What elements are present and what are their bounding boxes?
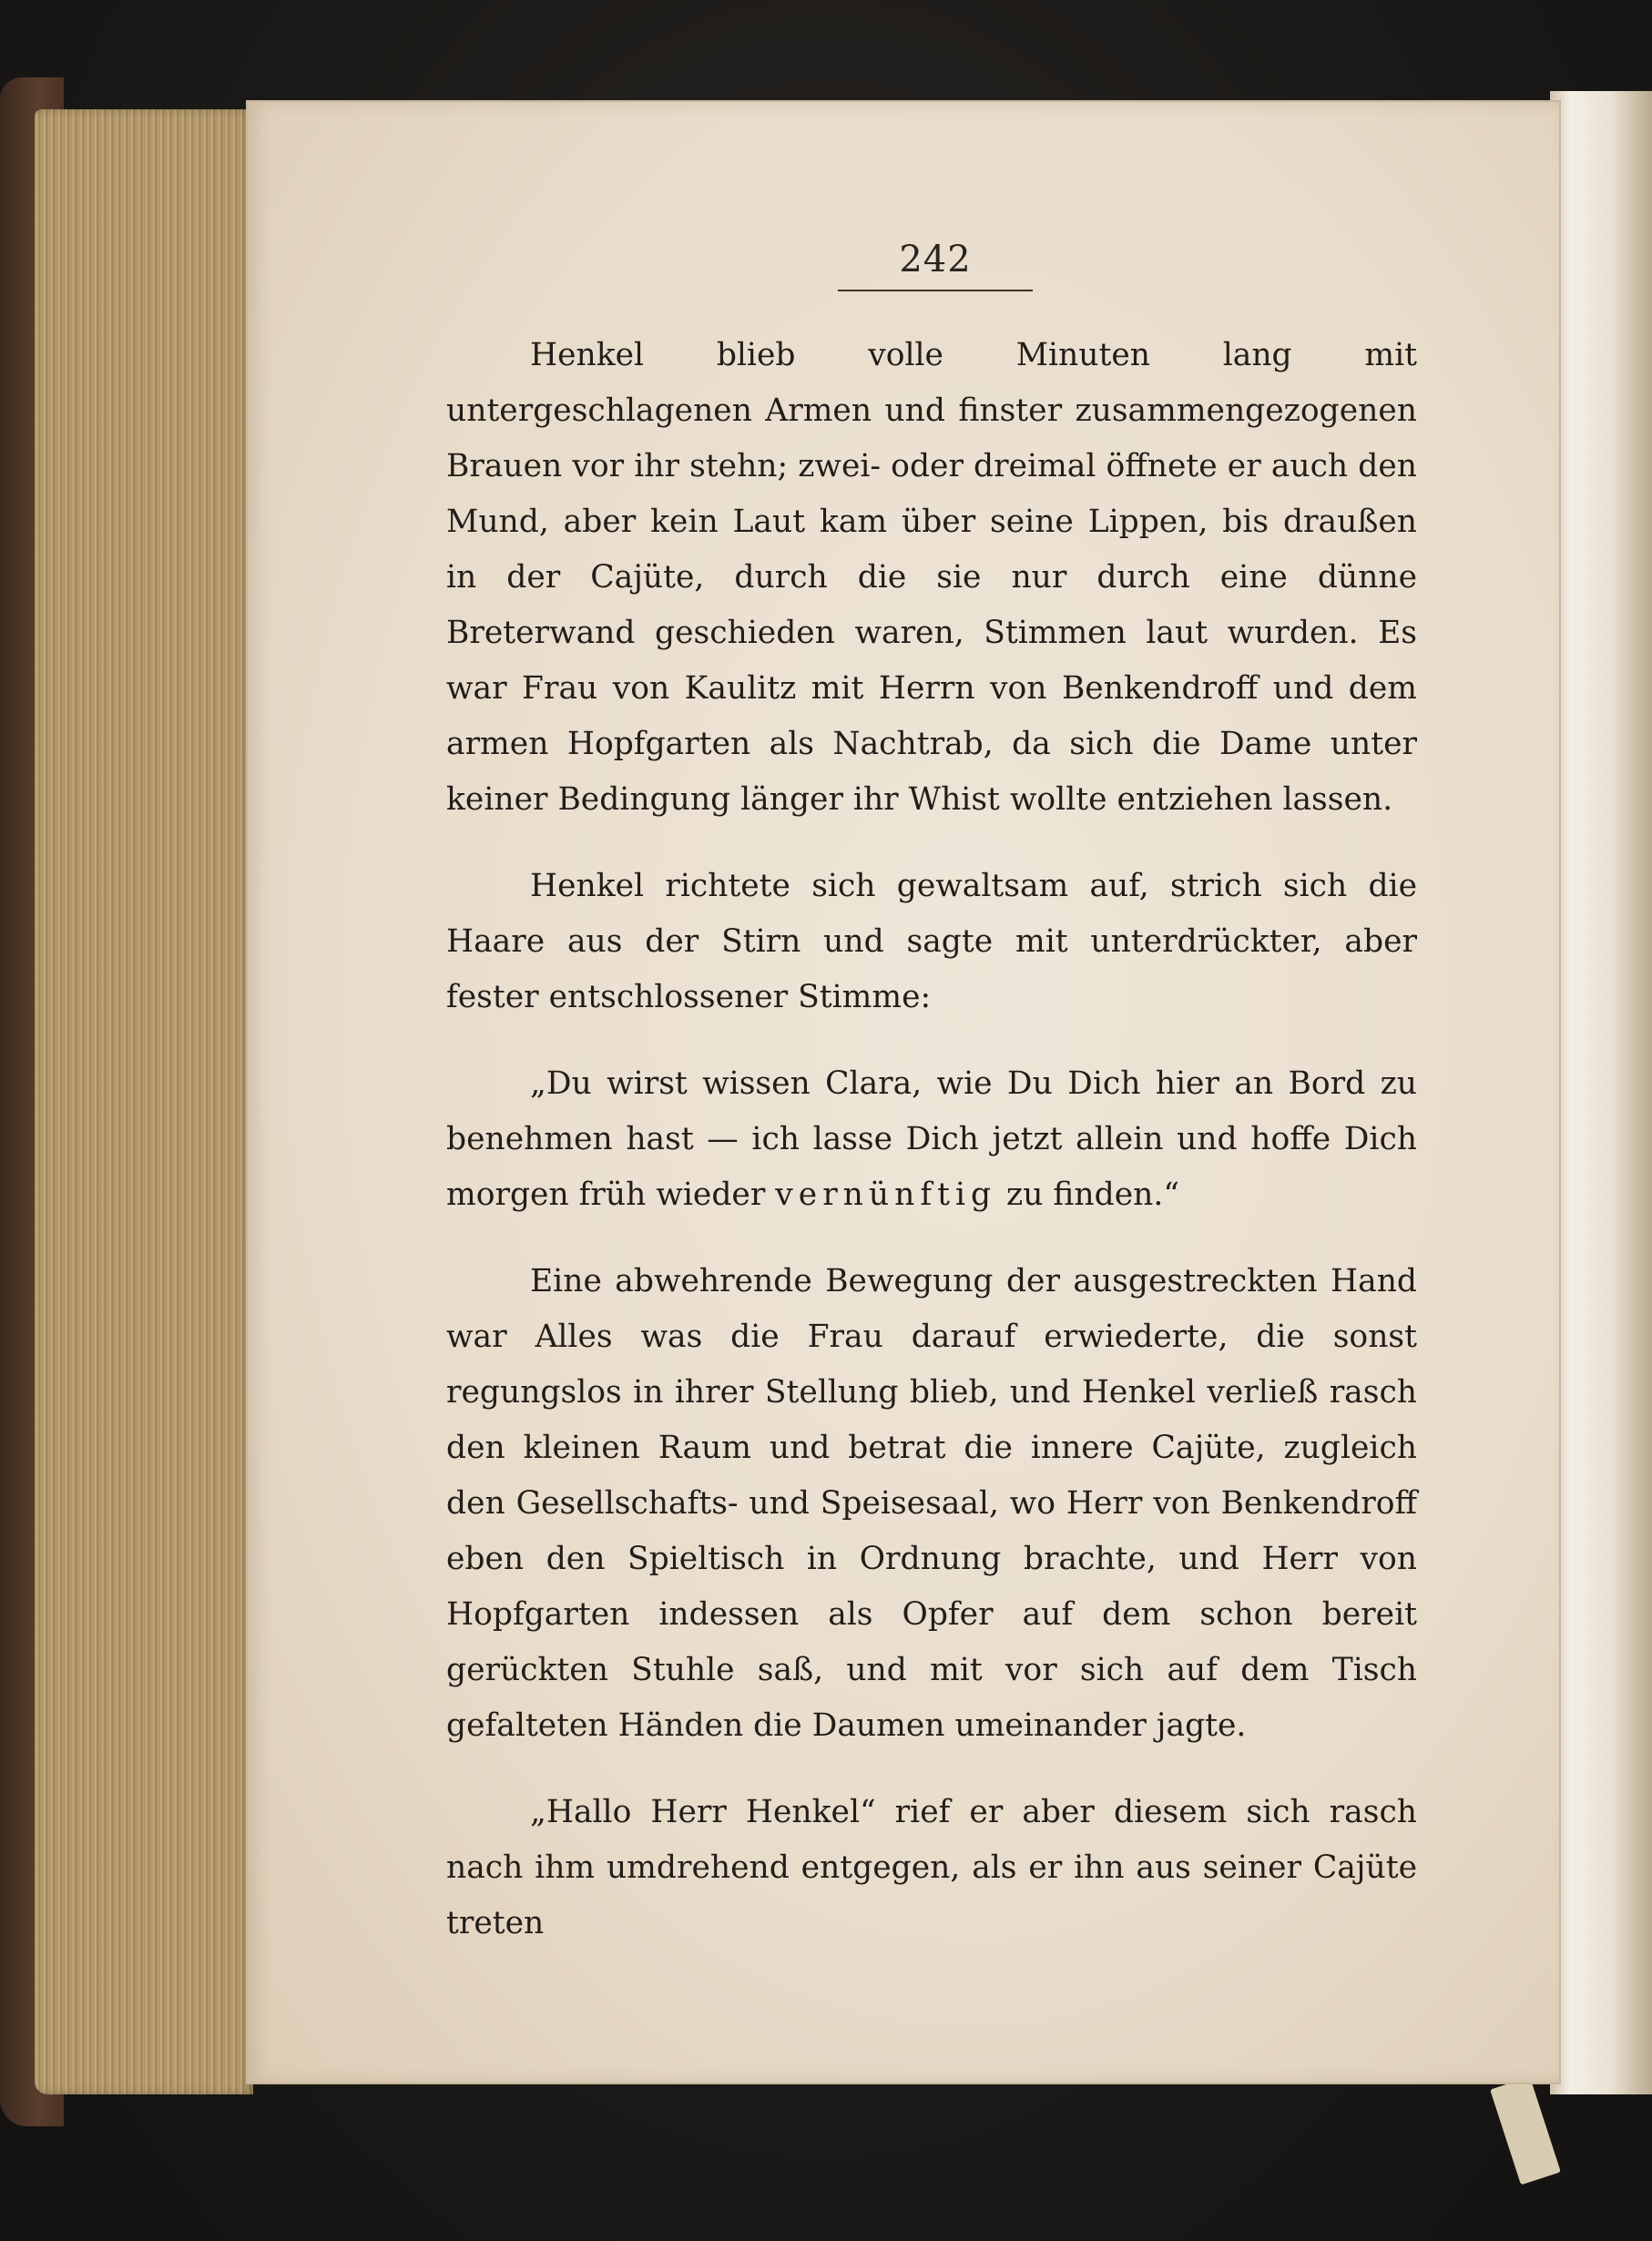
page-edges — [35, 109, 253, 2094]
paragraph-3 — [446, 1056, 1417, 1223]
paragraph-3-end: zu finden.“ — [996, 1177, 1179, 1213]
paragraph-5: „Hallo Herr Henkel“ rief er aber diesem sich rasch nach ihm umdrehend entgegen, als er ihn aus seiner Cajüte treten — [446, 1794, 1417, 1941]
body-text — [446, 328, 1417, 1951]
paragraph-1: Henkel blieb volle Minuten lang mit untergeschlagenen Armen und finster zusammengezogenen Brauen vor ihr stehn; zwei- oder dreimal öffnete er auch den Mund, aber kein Laut kam über seine Lippen, bis draußen in der Cajüte, durch die sie nur durch eine dünne Breterwand geschieden waren, Stimmen laut wurden. Es war Frau von Kaulitz mit Herrn von Benkendroff und dem armen Hopfgarten als Nachtrab, da sich die Dame unter keiner Bedingung länger ihr Whist wollte entziehen lassen. — [446, 337, 1417, 818]
paragraph-3-start: „Du wirst wissen Clara, wie Du Dich hier an Bord zu benehmen hast — ich lasse Dich jetzt allein und hoffe Dich morgen früh wieder — [446, 1065, 1417, 1213]
emphasized-word: vernünftig — [775, 1177, 997, 1213]
paragraph-2: Henkel richtete sich gewaltsam auf, strich sich die Haare aus der Stirn und sagte mit unterdrückter, aber fester entschlossener Stimme: — [446, 868, 1417, 1015]
page-number: 242 — [899, 239, 972, 280]
opposite-page-edge — [1550, 91, 1652, 2094]
paragraph-4: Eine abwehrende Bewegung der ausgestreckten Hand war Alles was die Frau darauf erwiederte, die sonst regungslos in ihrer Stellung blieb, und Henkel verließ rasch den kleinen Raum und betrat die innere Cajüte, zugleich den Gesellschafts- und Speisesaal, wo Herr von Benkendroff eben den Spieltisch in Ordnung brachte, und Herr von Hopfgarten indessen als Opfer auf dem schon bereit gerückten Stuhle saß, und mit vor sich auf dem Tisch gefalteten Händen die Daumen umeinander jagte. — [446, 1263, 1417, 1744]
header-rule — [838, 290, 1033, 291]
